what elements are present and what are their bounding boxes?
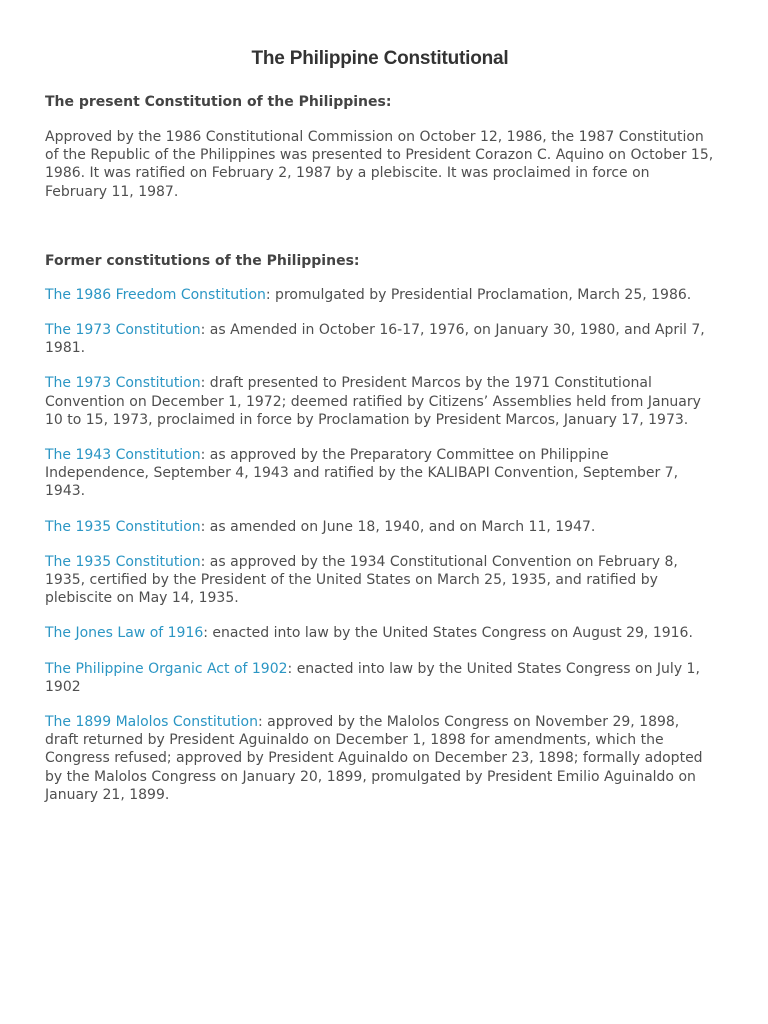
former-constitutions-heading: Former constitutions of the Philippines: bbox=[45, 252, 360, 269]
list-item bbox=[45, 518, 715, 536]
present-constitution-heading: The present Constitution of the Philippines: bbox=[45, 94, 392, 110]
entry-description: : as amended on June 18, 1940, and on March 11, 1947. bbox=[200, 518, 596, 535]
constitution-link[interactable]: The 1973 Constitution bbox=[45, 375, 201, 392]
former-constitutions-list bbox=[45, 286, 715, 804]
entry-description: : draft presented to President Marcos by the 1971 Constitutional Convention on December 1, 1972; deemed ratified by Citizens’ Assemblies held from January 10 to 15, 1973, proclaimed in force by Proclamation by President Marcos, January 17, 1973. bbox=[45, 375, 701, 428]
constitution-link[interactable]: The 1943 Constitution bbox=[45, 447, 201, 464]
entry-description: : as Amended in October 16-17, 1976, on January 30, 1980, and April 7, 1981. bbox=[45, 322, 705, 357]
constitution-link[interactable]: The 1973 Constitution bbox=[45, 322, 201, 339]
constitution-link[interactable]: The 1935 Constitution bbox=[45, 518, 201, 535]
list-item bbox=[45, 553, 715, 608]
entry-description: : enacted into law by the United States Congress on August 29, 1916. bbox=[203, 625, 693, 642]
list-item bbox=[45, 374, 715, 429]
entry-description: : enacted into law by the United States Congress on July 1, 1902 bbox=[45, 660, 700, 695]
constitution-link[interactable]: The 1899 Malolos Constitution bbox=[45, 714, 258, 731]
entry-description: : approved by the Malolos Congress on November 29, 1898, draft returned by President Aguinaldo on December 1, 1898 for amendments, which the Congress refused; approved by President Aguinaldo on December 23, 1898; formally adopted by the Malolos Congress on January 20, 1899, promulgated by President Emilio Aguinaldo on January 21, 1899. bbox=[45, 714, 703, 803]
entry-description: : as approved by the 1934 Constitutional Convention on February 8, 1935, certified by the President of the United States on March 25, 1935, and ratified by plebiscite on May 14, 1935. bbox=[45, 553, 678, 607]
page-title: The Philippine Constitutional bbox=[251, 48, 509, 69]
constitution-link[interactable]: The Jones Law of 1916 bbox=[45, 625, 204, 642]
constitution-link[interactable]: The 1935 Constitution bbox=[45, 553, 201, 570]
constitution-link[interactable]: The Philippine Organic Act of 1902 bbox=[45, 660, 288, 677]
list-item bbox=[45, 286, 715, 304]
list-item bbox=[45, 321, 715, 357]
entry-description: : as approved by the Preparatory Committee on Philippine Independence, September 4, 1943 and ratified by the KALIBAPI Convention, September 7, 1943. bbox=[45, 447, 679, 500]
list-item bbox=[45, 446, 715, 501]
present-constitution-text: Approved by the 1986 Constitutional Commission on October 12, 1986, the 1987 Constitution of the Republic of the Philippines was presented to President Corazon C. Aquino on October 15, 1986. It was ratified on February 2, 1987 by a plebiscite. It was proclaimed in force on February 11, 1987. bbox=[45, 129, 714, 200]
document-page bbox=[45, 0, 715, 804]
list-item bbox=[45, 713, 715, 804]
list-item bbox=[45, 624, 715, 642]
list-item bbox=[45, 660, 715, 696]
constitution-link[interactable]: The 1986 Freedom Constitution bbox=[45, 286, 266, 303]
entry-description: : promulgated by Presidential Proclamation, March 25, 1986. bbox=[265, 286, 692, 303]
